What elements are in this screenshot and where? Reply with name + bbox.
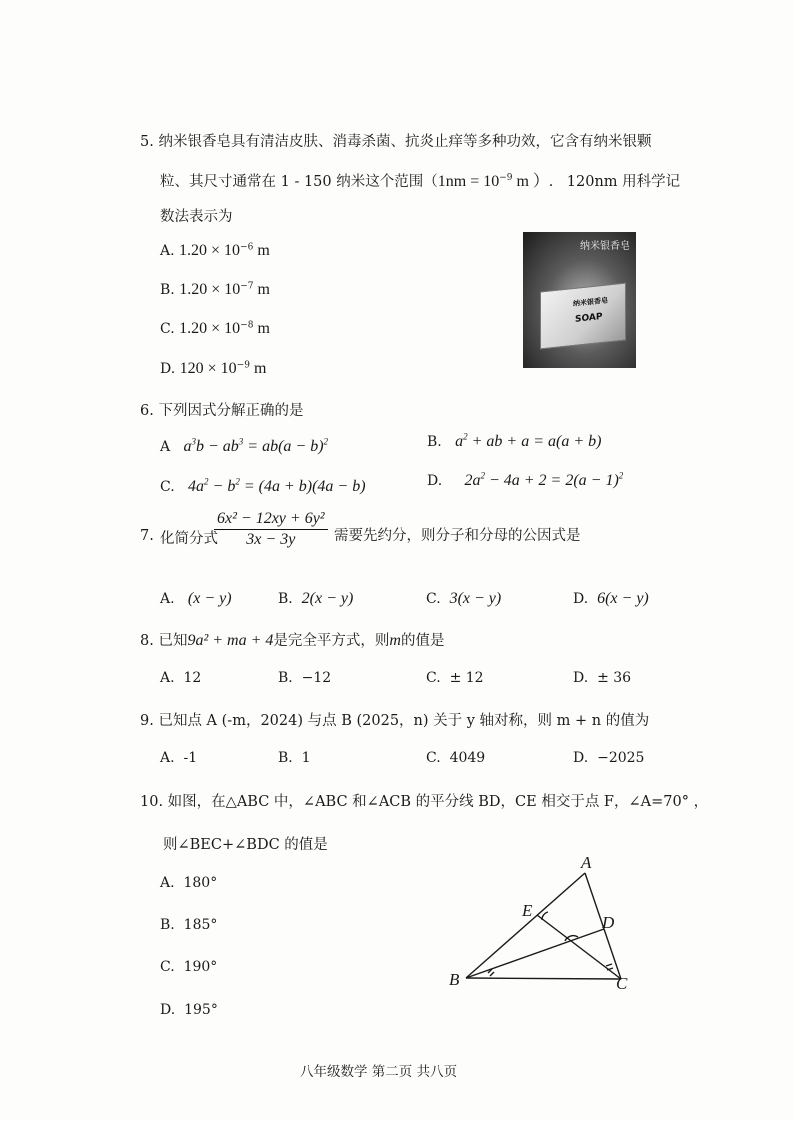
option-value: -1 xyxy=(183,750,198,766)
soap-photo xyxy=(523,232,636,368)
q8-option-a[interactable] xyxy=(160,670,201,686)
option-label: A. xyxy=(160,243,175,259)
option-label: D. xyxy=(573,591,589,607)
soap-word: SOAP xyxy=(575,311,603,325)
option-exp: −7 xyxy=(240,281,254,292)
option-value: ± 36 xyxy=(597,670,632,686)
q8-suffix: 的值是 xyxy=(400,633,445,649)
photo-caption: 纳米银香皂 xyxy=(580,241,630,252)
option-label: C. xyxy=(426,591,441,607)
side-ab xyxy=(466,873,585,978)
q7-option-c[interactable] xyxy=(426,590,501,608)
option-label: D. xyxy=(427,473,443,489)
soap-box xyxy=(540,282,626,349)
fraction-bar xyxy=(214,529,328,530)
option-value: −12 xyxy=(301,670,332,686)
q10-option-c[interactable] xyxy=(160,959,217,975)
q7-fraction xyxy=(214,510,328,549)
q7-option-b[interactable] xyxy=(278,590,353,608)
option-label: B. xyxy=(427,434,442,450)
q8-expr: 9a² + ma + 4 xyxy=(187,632,274,649)
q5-option-a[interactable] xyxy=(160,242,270,260)
q6-b-expr: $a^2$ + ab + a = a(a + b) xyxy=(455,431,602,450)
q7-suffix: 需要先约分，则分子和分母的公因式是 xyxy=(334,528,581,544)
q5-line2-tail: 120nm 用科学记 xyxy=(566,174,681,190)
q9-stem: 9. 已知点 A (-m，2024) 与点 B (2025，n) 关于 y 轴对称，则 m + n 的值为 xyxy=(140,713,650,729)
option-unit: m xyxy=(253,242,270,259)
option-value: −2025 xyxy=(597,750,645,766)
option-label: D. xyxy=(160,1002,176,1018)
option-value: 6(x − y) xyxy=(597,590,649,607)
tick-c1 xyxy=(606,964,612,966)
q10-option-a[interactable] xyxy=(160,875,217,891)
q9-option-c[interactable] xyxy=(426,750,485,766)
option-value: 1 xyxy=(301,750,311,766)
q8-option-b[interactable] xyxy=(278,670,331,686)
option-value: ± 12 xyxy=(449,670,484,686)
point-label-e: E xyxy=(522,901,533,920)
option-unit: m xyxy=(253,281,270,298)
option-value: 12 xyxy=(183,670,202,686)
vertex-label-b: B xyxy=(449,970,460,989)
q6-option-c[interactable] xyxy=(160,478,366,496)
tick-b2 xyxy=(490,972,494,976)
option-label: D. xyxy=(573,750,589,766)
option-label: D. xyxy=(160,361,176,377)
q5-stem-line3: 数法表示为 xyxy=(160,209,233,225)
soap-brand: 纳米银香皂 xyxy=(573,296,608,309)
option-label: A xyxy=(160,439,171,455)
point-label-d: D xyxy=(602,913,615,932)
q9-option-a[interactable] xyxy=(160,750,197,766)
q9-option-d[interactable] xyxy=(573,750,644,766)
option-value: 3(x − y) xyxy=(449,590,502,607)
option-value: 195° xyxy=(184,1002,218,1018)
q7-option-d[interactable] xyxy=(573,590,649,608)
q5-option-b[interactable] xyxy=(160,281,270,299)
q7-prefix: 化简分式 xyxy=(160,531,218,547)
q8-num: 8. xyxy=(140,633,154,649)
option-label: C. xyxy=(160,321,175,337)
vertex-label-a: A xyxy=(581,853,592,872)
option-exp: −6 xyxy=(240,242,254,253)
q10-option-d[interactable] xyxy=(160,1002,218,1018)
q7-denominator: 3x − 3y xyxy=(246,531,296,548)
option-value: 4049 xyxy=(449,750,486,766)
option-value: 190° xyxy=(183,959,218,975)
option-label: B. xyxy=(278,750,293,766)
option-exp: −9 xyxy=(236,360,250,371)
triangle-figure xyxy=(440,848,640,998)
q5-nm-end: m ）. xyxy=(512,173,553,190)
q8-mid: 是完全平方式，则 xyxy=(273,633,390,649)
bisector-bd xyxy=(466,929,604,978)
q10-stem-line2: 则∠BEC+∠BDC 的值是 xyxy=(163,837,328,853)
q8-option-c[interactable] xyxy=(426,670,484,686)
option-value: 120 × 10 xyxy=(179,360,237,377)
q8-stem xyxy=(140,629,444,650)
option-value: 2(x − y) xyxy=(301,590,354,607)
q6-option-b[interactable] xyxy=(427,433,601,451)
q5-stem-line2 xyxy=(160,168,680,191)
q5-nm-def: 1nm = 10 xyxy=(437,173,500,190)
q7-numerator: 6x² − 12xy + 6y² xyxy=(217,510,325,527)
q8-prefix: 已知 xyxy=(158,633,188,649)
option-label: D. xyxy=(573,670,589,686)
option-unit: m xyxy=(249,360,267,377)
q10-stem-line1: 10. 如图，在△ABC 中，∠ABC 和∠ACB 的平分线 BD，CE 相交于点 F，∠A=70° ， xyxy=(140,794,709,810)
option-label: C. xyxy=(160,959,175,975)
option-value: 1.20 × 10 xyxy=(179,320,241,337)
q8-option-d[interactable] xyxy=(573,670,631,686)
vertex-label-c: C xyxy=(616,974,628,993)
q6-d-expr: $2a^2 - 4a + 2 = 2(a - 1)^2$ xyxy=(464,470,624,489)
q5-option-d[interactable] xyxy=(160,360,266,378)
option-label: B. xyxy=(160,917,175,933)
option-label: A. xyxy=(160,750,175,766)
option-value: 1.20 × 10 xyxy=(179,281,241,298)
page-footer: 八年级数学 第二页 共八页 xyxy=(300,1064,458,1080)
q5-stem-line1: 5. 纳米银香皂具有清洁皮肤、消毒杀菌、抗炎止痒等多种功效，它含有纳米银颗 xyxy=(140,134,652,150)
option-label: A. xyxy=(160,591,175,607)
option-value: 180° xyxy=(183,875,218,891)
option-label: A. xyxy=(160,670,175,686)
option-unit: m xyxy=(253,320,270,337)
q6-option-d[interactable] xyxy=(427,472,623,490)
side-bc xyxy=(466,978,621,979)
option-label: B. xyxy=(278,591,293,607)
q7-option-a[interactable] xyxy=(160,590,232,608)
q6-a-expr: $a^3b - ab^3 = ab(a - b)^2$ xyxy=(183,436,329,455)
q5-option-c[interactable] xyxy=(160,320,270,338)
option-label: C. xyxy=(160,479,175,495)
option-label: B. xyxy=(160,282,175,298)
q6-option-a[interactable] xyxy=(160,438,328,456)
option-label: C. xyxy=(426,750,441,766)
q6-c-expr: $4a^2 - b^2 = (4a + b)(4a - b)$ xyxy=(188,476,366,495)
q9-option-b[interactable] xyxy=(278,750,311,766)
option-label: A. xyxy=(160,875,175,891)
q7-num: 7. xyxy=(140,528,154,544)
option-label: C. xyxy=(426,670,441,686)
option-exp: −8 xyxy=(240,320,254,331)
q5-line2-text: 粒、其尺寸通常在 1 - 150 纳米这个范围（ xyxy=(160,174,438,190)
option-value: 1.20 × 10 xyxy=(179,242,241,259)
option-value: (x − y) xyxy=(187,590,232,607)
option-label: B. xyxy=(278,670,293,686)
q5-nm-exp: −9 xyxy=(499,173,513,184)
option-value: 185° xyxy=(183,917,218,933)
q8-var: m xyxy=(389,632,401,649)
q10-option-b[interactable] xyxy=(160,917,217,933)
q6-stem: 6. 下列因式分解正确的是 xyxy=(140,403,304,419)
